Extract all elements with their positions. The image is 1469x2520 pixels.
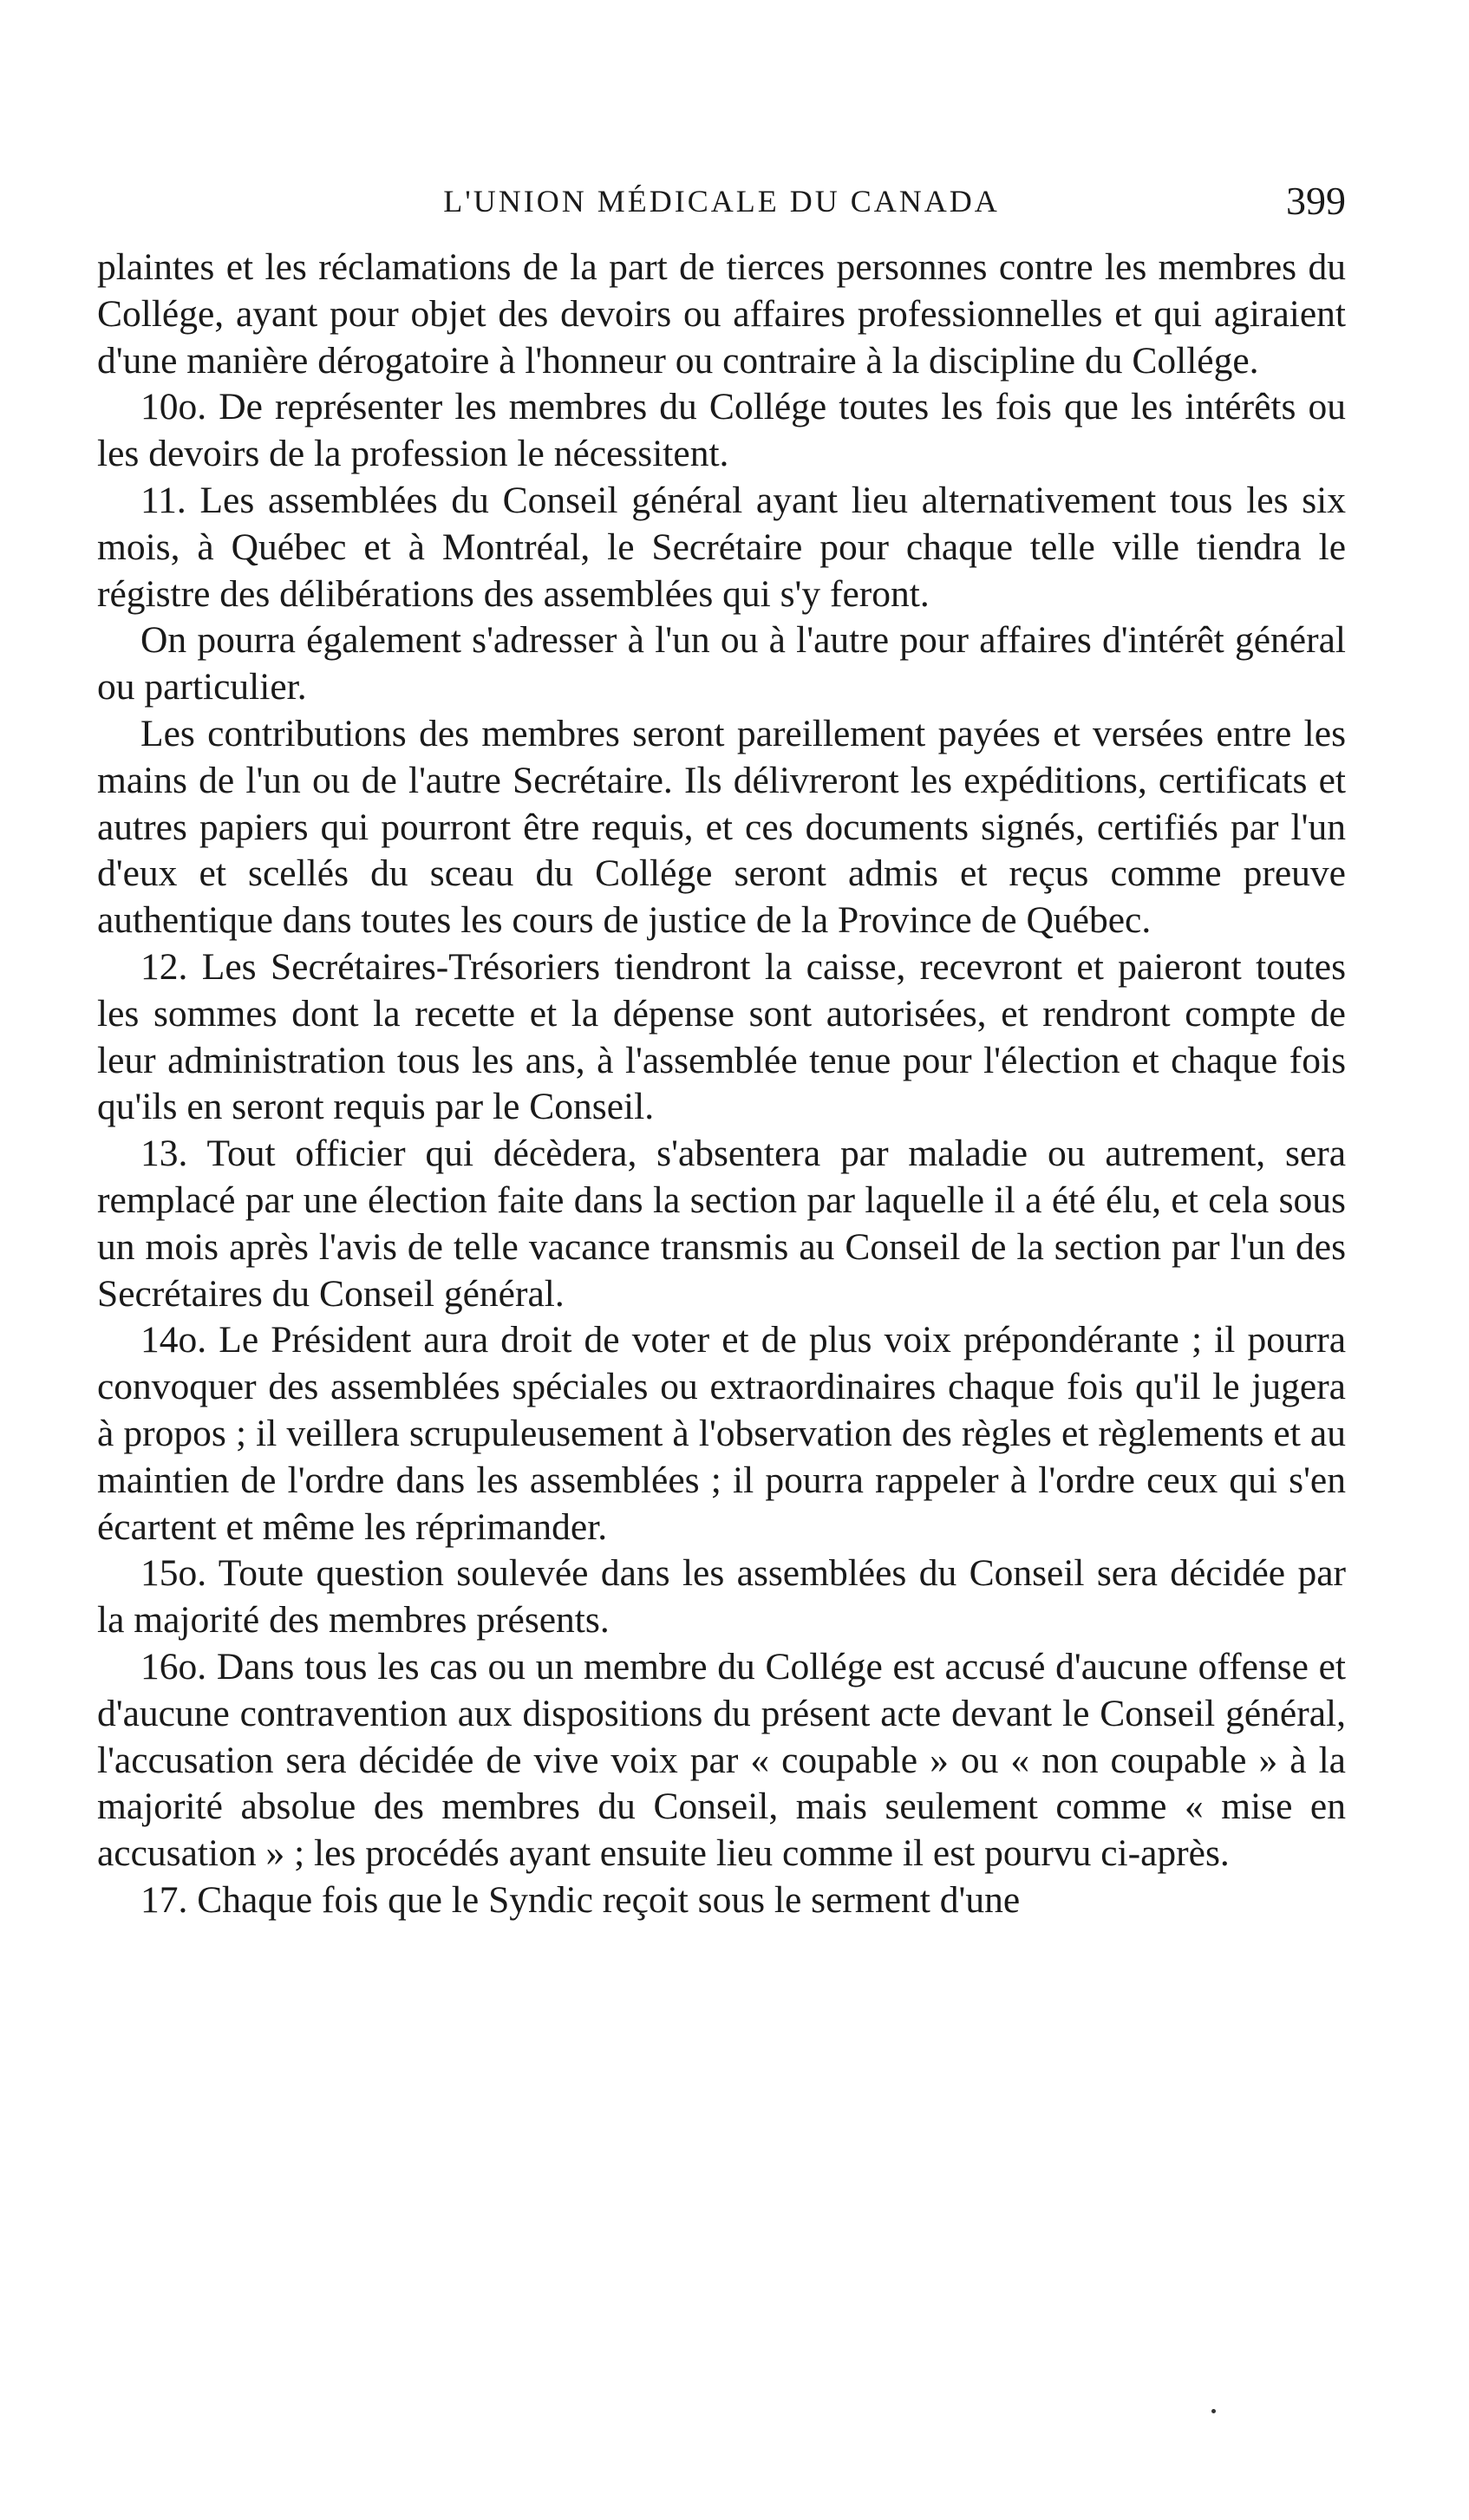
paragraph-article-13: 13. Tout officier qui décèdera, s'absentera par maladie ou autrement, sera remplacé par une élection faite dans la section par laquelle il a été élu, et cela sous un mois après l'avis de telle vacance transmis au Conseil de la section par l'un des Secrétaires du Conseil général. — [97, 1133, 1346, 1315]
paragraph-article-15: 15o. Toute question soulevée dans les assemblées du Conseil sera décidée par la majorité des membres présents. — [97, 1552, 1346, 1642]
paragraph-article-12: 12. Les Secrétaires-Trésoriers tiendront la caisse, recevront et paieront toutes les sommes dont la recette et la dépense sont autorisées, et rendront compte de leur administration tous les ans, à l'assemblée tenue pour l'élection et chaque fois qu'ils en seront requis par le Conseil. — [97, 945, 1346, 1128]
paragraph-article-14: 14o. Le Président aura droit de voter et de plus voix prépondérante ; il pourra convoquer des assemblées spéciales ou extraordinaires chaque fois qu'il le jugera à propos ; il veillera scrupuleusement à l'observation des règles et règlements et au maintien de l'ordre dans les assemblées ; il pourra rappeler à l'ordre ceux qui s'en écartent et même les réprimander. — [97, 1319, 1346, 1548]
paragraph-contributions: Les contributions des membres seront pareillement payées et versées entre les mains de l'un ou de l'autre Secrétaire. Ils délivreront les expéditions, certificats et autres papiers qui pourront être requis, et ces documents signés, certifiés par l'un d'eux et scellés du sceau du Collége seront admis et reçus comme preuve authentique dans toutes les cours de justice de la Province de Québec. — [97, 712, 1346, 942]
paragraph-address: On pourra également s'adresser à l'un ou à l'autre pour affaires d'intérêt général ou particulier. — [97, 619, 1346, 708]
page-header — [97, 178, 1346, 230]
ink-speck — [1211, 2409, 1216, 2413]
paragraph-article-17: 17. Chaque fois que le Syndic reçoit sous le serment d'une — [140, 1878, 1021, 1921]
body-text — [97, 245, 1346, 1924]
running-title: L'UNION MÉDICALE DU CANADA — [443, 184, 1000, 219]
paragraph-article-16: 16o. Dans tous les cas ou un membre du Collége est accusé d'aucune offense et d'aucune contravention aux dispositions du présent acte devant le Conseil général, l'accusation sera décidée de vive voix par « coupable » ou « non coupable » à la majorité absolue des membres du Conseil, mais seulement comme « mise en accusation » ; les procédés ayant ensuite lieu comme il est pourvu ci-après. — [97, 1645, 1346, 1875]
paragraph-article-10: 10o. De représenter les membres du Collége toutes les fois que les intérêts ou les devoirs de la profession le nécessitent. — [97, 386, 1346, 475]
paragraph-complaints: plaintes et les réclamations de la part de tierces personnes contre les membres du Collége, ayant pour objet des devoirs ou affaires professionnelles et qui agiraient d'une manière dérogatoire à l'honneur ou contraire à la discipline du Collége. — [97, 246, 1346, 382]
page-number: 399 — [1286, 179, 1346, 223]
paragraph-article-11: 11. Les assemblées du Conseil général ayant lieu alternativement tous les six mois, à Québec et à Montréal, le Secrétaire pour chaque telle ville tiendra le régistre des délibérations des assemblées qui s'y feront. — [97, 479, 1346, 615]
